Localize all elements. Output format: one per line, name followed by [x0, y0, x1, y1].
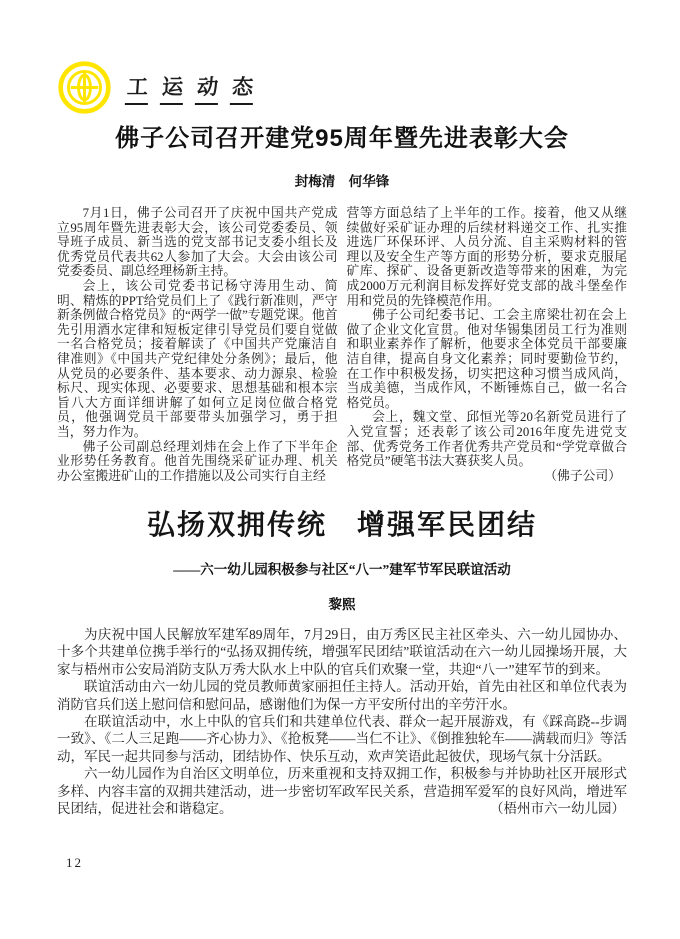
article-2-subtitle: ——六一幼儿园积极参与社区“八一”建军节军民联谊活动 — [173, 562, 511, 577]
trade-union-emblem-icon — [57, 60, 112, 115]
paragraph: 联谊活动由六一幼儿园的党员教师黄家丽担任主持人。活动开始，首先由社区和单位代表为消防官兵们送上慰问信和慰问品，感谢他们为保一方平安所付出的辛劳汗水。 — [57, 679, 627, 712]
article-1 — [57, 118, 627, 483]
article-1-authors: 封梅清 何华锋 — [294, 174, 390, 189]
paragraph: 为庆祝中国人民解放军建军89周年，7月29日，由万秀区民主社区牵头、六一幼儿园协办、十多个共建单位携手举行的“弘扬双拥传统，增强军民团结”联谊活动在六一幼儿园操场开展，大家与梧州市公安局消防支队万秀大队水上中队的官兵们欢聚一堂，共迎“八一”建军节的到来。 — [57, 627, 627, 677]
article-1-left-column — [57, 206, 338, 483]
masthead-char: 运 — [160, 71, 185, 105]
article-1-body — [57, 206, 627, 483]
masthead-title — [126, 71, 266, 105]
page-header — [57, 60, 266, 115]
paragraph: 六一幼儿园作为自治区文明单位，历来重视和支持双拥工作，积极参与并协助社区开展形式多样、内容丰富的双拥共建活动，进一步密切军政军民关系，营造拥军爱军的良好风尚，增进军民团结，促进社会和谐稳定。 — [57, 766, 627, 817]
article-2-body — [57, 626, 627, 817]
paragraph: 佛子公司纪委书记、工会主席梁壮初在会上做了企业文化宣贯。他对华锡集团员工行为准则和职业素养作了解析，他要求全体党员干部要廉洁自律，提高自身文化素养；同时要勤俭节约，在工作中积极发扬，切实把这种习惯当成风尚，当成美德，当成作风，不断锤炼自己，做一名合格党员。 — [346, 308, 627, 410]
article-2 — [57, 503, 627, 817]
paragraph: 会上，魏文堂、邱恒光等20名新党员进行了入党宣誓；还表彰了该公司2016年度先进党支部、优秀党务工作者优秀共产党员和“学党章做合格党员”硬笔书法大赛获奖人员。 — [346, 410, 627, 469]
paragraph: 营等方面总结了上半年的工作。接着，他又从继续做好采矿证办理的后续材料递交工作、扎实推进选厂环保环评、人员分流、自主采购材料的管理以及安全生产等方面的形势分析，要求克服尾矿库、探矿、设备更新改造等带来的困难，为完成2000万元利润目标发挥好党支部的战斗堡垒作用和党员的先锋模范作用。 — [346, 206, 627, 308]
masthead-char: 动 — [195, 71, 220, 105]
masthead-char: 工 — [125, 71, 150, 105]
paragraph: 会上，该公司党委书记杨守涛用生动、简明、精炼的PPT给党员们上了《践行新准则，严守新条例做合格党员》的“两学一做”专题党课。他首先引用酒水定律和短板定律引导党员们要自觉做一名合格党员；接着解读了《中国共产党廉洁自律准则》《中国共产党纪律处分条例》；最后，他从党员的必要条件、基本要求、动力源泉、检验标尺、现实体现、必要要求、思想基础和根本宗旨八大方面详细讲解了如何立足岗位做合格党员，他强调党员干部要带头加强学习，勇于担当，努力作为。 — [57, 278, 338, 439]
article-1-right-column — [347, 206, 628, 483]
article-2-author: 黎熙 — [328, 597, 356, 612]
article-2-signature: （梧州市六一幼儿园） — [490, 801, 625, 817]
article-1-title: 佛子公司召开建党95周年暨先进表彰大会 — [115, 125, 569, 152]
paragraph: 7月1日，佛子公司召开了庆祝中国共产党成立95周年暨先进表彰大会，该公司党委委员、领导班子成员、新当选的党支部书记支委小组长及优秀党员代表共62人参加了大会。大会由该公司党委委员、副总经理杨新主持。 — [57, 206, 338, 279]
paragraph: 佛子公司副总经理刘炜在会上作了下半年企业形势任务教育。他首先围绕采矿证办理、机关办公室搬进矿山的工作措施以及公司实行自主经 — [57, 439, 338, 483]
paragraph: 在联谊活动中，水上中队的官兵们和共建单位代表、群众一起开展游戏，有《踩高跷--步调一致》、《二人三足跑——齐心协力》、《抢板凳——当仁不让》、《倒推独轮车——满载而归》等活动，军民一起共同参与活动，团结协作、快乐互动，欢声笑语此起彼伏，现场气氛十分活跃。 — [57, 714, 627, 764]
article-1-signature: （佛子公司） — [544, 468, 621, 483]
article-2-title: 弘扬双拥传统 增强军民团结 — [146, 510, 537, 541]
masthead-char: 态 — [230, 71, 255, 105]
page-number: 12 — [66, 855, 83, 870]
